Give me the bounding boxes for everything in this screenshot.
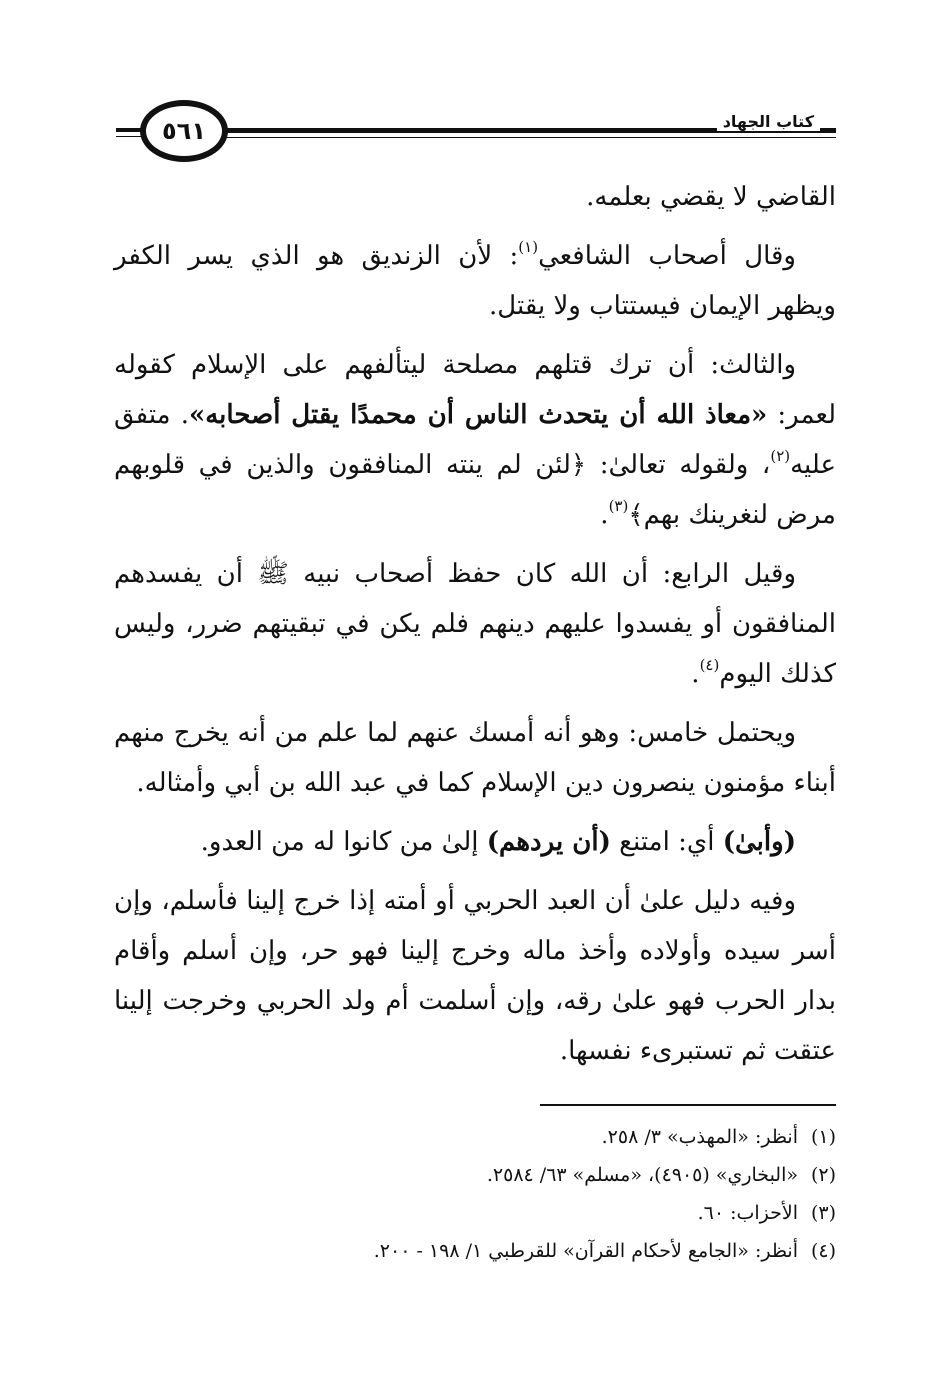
footnote-text: أنظر: «الجامع لأحكام القرآن» للقرطبي ١/ ١٩٨ - ٢٠٠. (373, 1240, 798, 1262)
text-span: أي: امتنع (610, 827, 723, 857)
footnote-number: (١) (810, 1126, 836, 1148)
footnote-ref[interactable]: (٣) (608, 497, 629, 515)
footnote-number: (٣) (810, 1202, 836, 1224)
paragraph (114, 549, 836, 699)
paragraph (114, 172, 836, 222)
footnote-separator (540, 1104, 836, 1106)
header-rule-thin (222, 137, 836, 138)
paragraph (114, 708, 836, 808)
text-span: . (600, 500, 609, 530)
footnotes (116, 1118, 836, 1270)
footnote-text: الأحزاب: ٦٠. (697, 1202, 798, 1224)
hadith-quote: «معاذ الله أن يتحدث الناس أن محمدًا يقتل أصحابه» (188, 400, 768, 430)
text-span: القاضي لا يقضي بعلمه. (586, 182, 836, 212)
text-span: : لأن الزنديق هو الذي يسر الكفر ويظهر الإيمان فيستتاب ولا يقتل. (114, 241, 836, 321)
page-number: ٥٦١ (140, 100, 228, 162)
footnote (116, 1118, 836, 1156)
paragraph (114, 876, 836, 1076)
text-span: ويحتمل خامس: وهو أنه أمسك عنهم لما علم من أنه يخرج منهم أبناء مؤمنون ينصرون دين الإسلام كما في عبد الله بن أبي وأمثاله. (114, 718, 836, 798)
footnote-text: أنظر: «المهذب» ٣/ ٢٥٨. (601, 1126, 798, 1148)
running-header-title: كتاب الجهاد (717, 112, 820, 131)
paragraph (114, 231, 836, 331)
matn-term: (أن يردهم) (486, 827, 611, 857)
paragraph (114, 817, 836, 867)
footnote-number: (٢) (810, 1164, 836, 1186)
footnote-ref[interactable]: (١) (518, 238, 539, 256)
footnote-ref[interactable]: (٢) (770, 447, 791, 465)
text-span: إلىٰ من كانوا له من العدو. (200, 827, 487, 857)
text-span: وقال أصحاب الشافعي (538, 241, 796, 271)
matn-term: (وأبىٰ) (722, 827, 796, 857)
footnote-number: (٤) (810, 1240, 836, 1262)
footnote (116, 1194, 836, 1232)
text-span: وقيل الرابع: أن الله كان حفظ أصحاب نبيه ﷺ أن يفسدهم المنافقون أو يفسدوا عليهم دينهم فلم يكن في تبقيتهم ضرر، وليس كذلك اليوم (114, 559, 836, 689)
text-span: . متفق عليه (114, 400, 837, 480)
footnote (116, 1232, 836, 1270)
text-span: والثالث: أن ترك قتلهم مصلحة ليتألفهم على الإسلام كقوله لعمر: (114, 350, 836, 430)
text-span: وفيه دليل علىٰ أن العبد الحربي أو أمته إذا خرج إلينا فأسلم، وإن أسر سيده وأولاده وأخذ ماله وخرج إلينا فهو حر، وإن أسلم وأقام بدار الحرب فهو علىٰ رقه، وإن أسلمت أم ولد الحربي وخرجت إلينا عتقت ثم تستبرىء نفسها. (114, 886, 836, 1066)
footnote-ref[interactable]: (٤) (699, 656, 720, 674)
main-text (114, 172, 836, 1085)
footnote-text: «البخاري» (٤٩٠٥)، «مسلم» ٦٣/ ٢٥٨٤. (486, 1164, 798, 1186)
text-span: . (691, 659, 700, 689)
footnote (116, 1156, 836, 1194)
paragraph (114, 340, 836, 540)
quran-quote: ، ولقوله تعالىٰ: ﴿لئن لم ينته المنافقون والذين في قلوبهم مرض لنغرينك بهم﴾ (114, 450, 836, 530)
